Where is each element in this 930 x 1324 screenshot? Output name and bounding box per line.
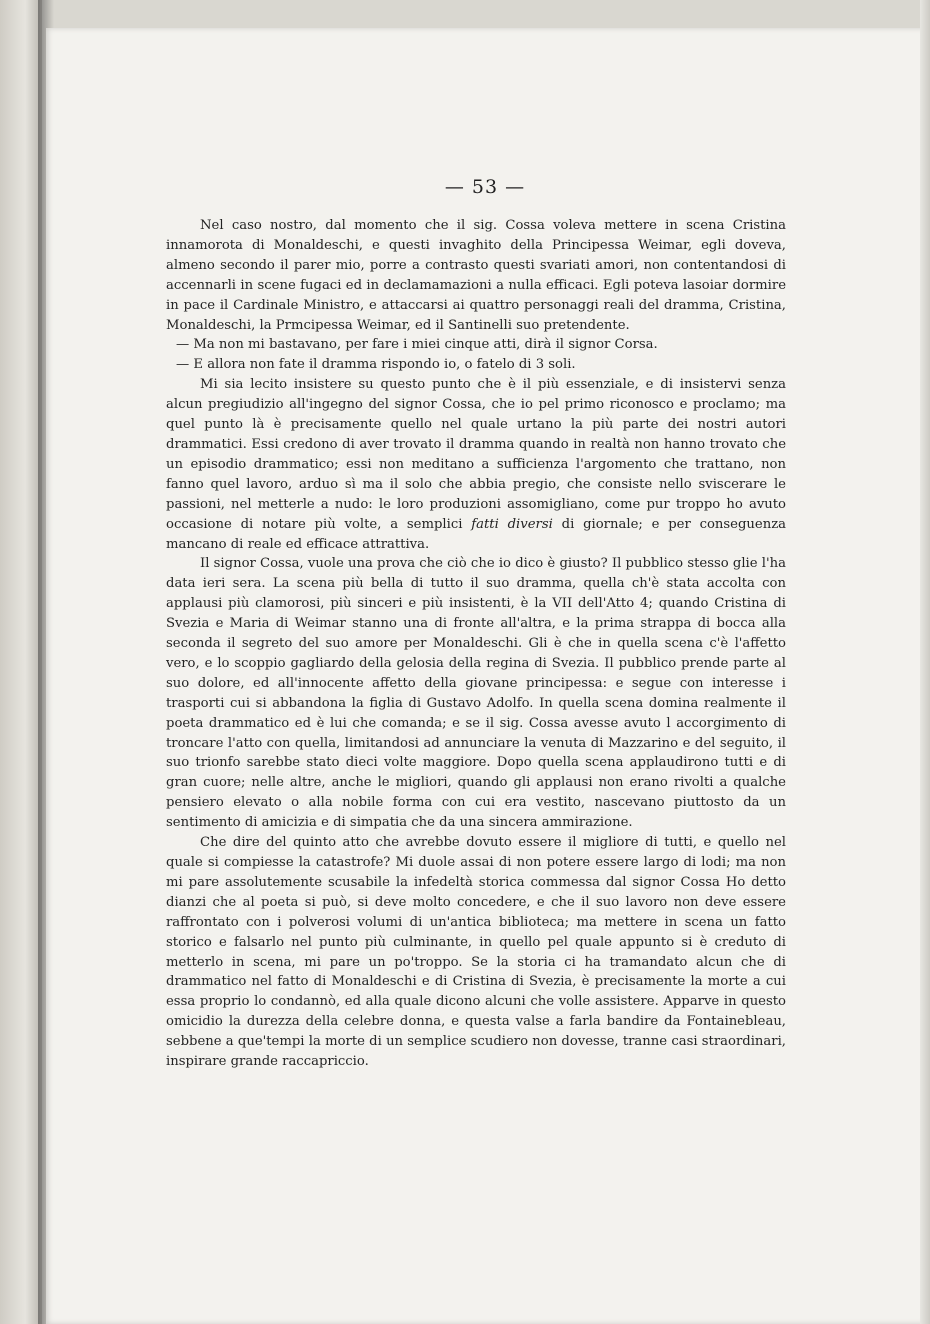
paragraph-text: di giornale; e per conseguenza mancano di reale ed efficace attrattiva.: [166, 516, 786, 552]
body-text: [166, 216, 786, 1072]
dialog-line: — E allora non fate il dramma rispondo io, o fatelo di 3 soli.: [176, 357, 576, 373]
paragraph-text: Mi sia lecito insistere su questo punto che è il più essenziale, e di insistervi senza alcun pregiudizio all'ingegno del signor Cossa, che io pel primo riconosco e proclamo; ma quel punto là è precisamente quello nel quale urtano la più parte dei nostri autori drammatici. Essi credono di aver trovato il dramma quando in realtà non hanno trovato che un episodio drammatico; essi non meditano a sufficienza l'argomento che trattano, non fanno quel lavoro, arduo sì ma il solo che abbia pregio, che consiste nello sviscerare le passioni, nel metterle a nudo: le loro produzioni assomigliano, come pur troppo ho avuto occasione di notare più volte, a semplici: [166, 377, 786, 532]
dialog-line: — Ma non mi bastavano, per fare i miei cinque atti, dirà il signor Corsa.: [176, 337, 658, 353]
paragraph: Il signor Cossa, vuole una prova che ciò che io dico è giusto? Il pubblico stesso glie l'ha data ieri sera. La scena più bella di tutto il suo dramma, quella ch'è stata accolta con applausi più clamorosi, più sinceri e più insistenti, è la VII dell'Atto 4; quando Cristina di Svezia e Maria di Weimar stanno una di fronte all'altra, e la prima strappa di bocca alla seconda il segreto del suo amore per Monaldeschi. Gli è che in quella scena c'è l'affetto vero, e lo scoppio gagliardo della gelosia della regina di Svezia. Il pubblico prende parte al suo dolore, ed all'innocente affetto della giovane principessa: e segue con interesse i trasporti cui si abbandona la figlia di Gustavo Adolfo. In quella scena domina realmente il poeta drammatico ed è lui che comanda; e se il sig. Cossa avesse avuto l accorgimento di troncare l'atto con quella, limitandosi ad annunciare la venuta di Mazzarino e del seguito, il suo trionfo sarebbe stato dieci volte maggiore. Dopo quella scena applaudirono tutti e di gran cuore; nelle altre, anche le migliori, quando gli applausi non erano rivolti a qualche pensiero elevato o alla nobile forma con cui era vestito, nascevano piuttosto da un sentimento di amicizia e di simpatia che da una sincera ammirazione.: [166, 556, 786, 831]
previous-page-edge: [0, 0, 42, 1324]
page-number: — 53 —: [444, 176, 526, 198]
paragraph: Che dire del quinto atto che avrebbe dovuto essere il migliore di tutti, e quello nel quale si compiesse la catastrofe? Mi duole assai di non potere essere largo di lodi; ma non mi pare assolutemente scusabile la infedeltà storica commessa dal signor Cossa Ho detto dianzi che al poeta si può, si deve molto concedere, e che il suo lavoro non deve essere raffrontato con i polverosi volumi di un'antica biblioteca; ma mettere in scena un fatto storico e falsarlo nel punto più culminante, in quello pel quale appunto si è creduto di metterlo in scena, mi pare un po'troppo. Se la storia ci ha tramandato alcun che di drammatico nel fatto di Monaldeschi e di Cristina di Svezia, è precisamente la morte a cui essa proprio lo condannò, ed alla quale dicono alcuni che volle assistere. Apparve in questo omicidio la durezza della celebre donna, e questa valse a farla bandire da Fontainebleau, sebbene a que'tempi la morte di un semplice scudiero non dovesse, tranne casi straordinari, inspirare grande raccapriccio.: [166, 835, 786, 1070]
right-page-edge: [920, 0, 930, 1324]
paragraph: [166, 375, 786, 554]
italic-phrase: fatti diversi: [471, 516, 553, 532]
paragraph: Nel caso nostro, dal momento che il sig. Cossa voleva mettere in scena Cristina innamorota di Monaldeschi, e questi invaghito della Principessa Weimar, egli doveva, almeno secondo il parer mio, porre a contrasto questi svariati amori, non contentandosi di accennarli in scene fugaci ed in declamamazioni a nulla efficaci. Egli poteva lasoiar dormire in pace il Cardinale Ministro, e attaccarsi ai quattro personaggi reali del dramma, Cristina, Monaldeschi, la Prmcipessa Weimar, ed il Santinelli suo pretendente.: [166, 218, 786, 333]
book-page: [46, 28, 924, 1324]
